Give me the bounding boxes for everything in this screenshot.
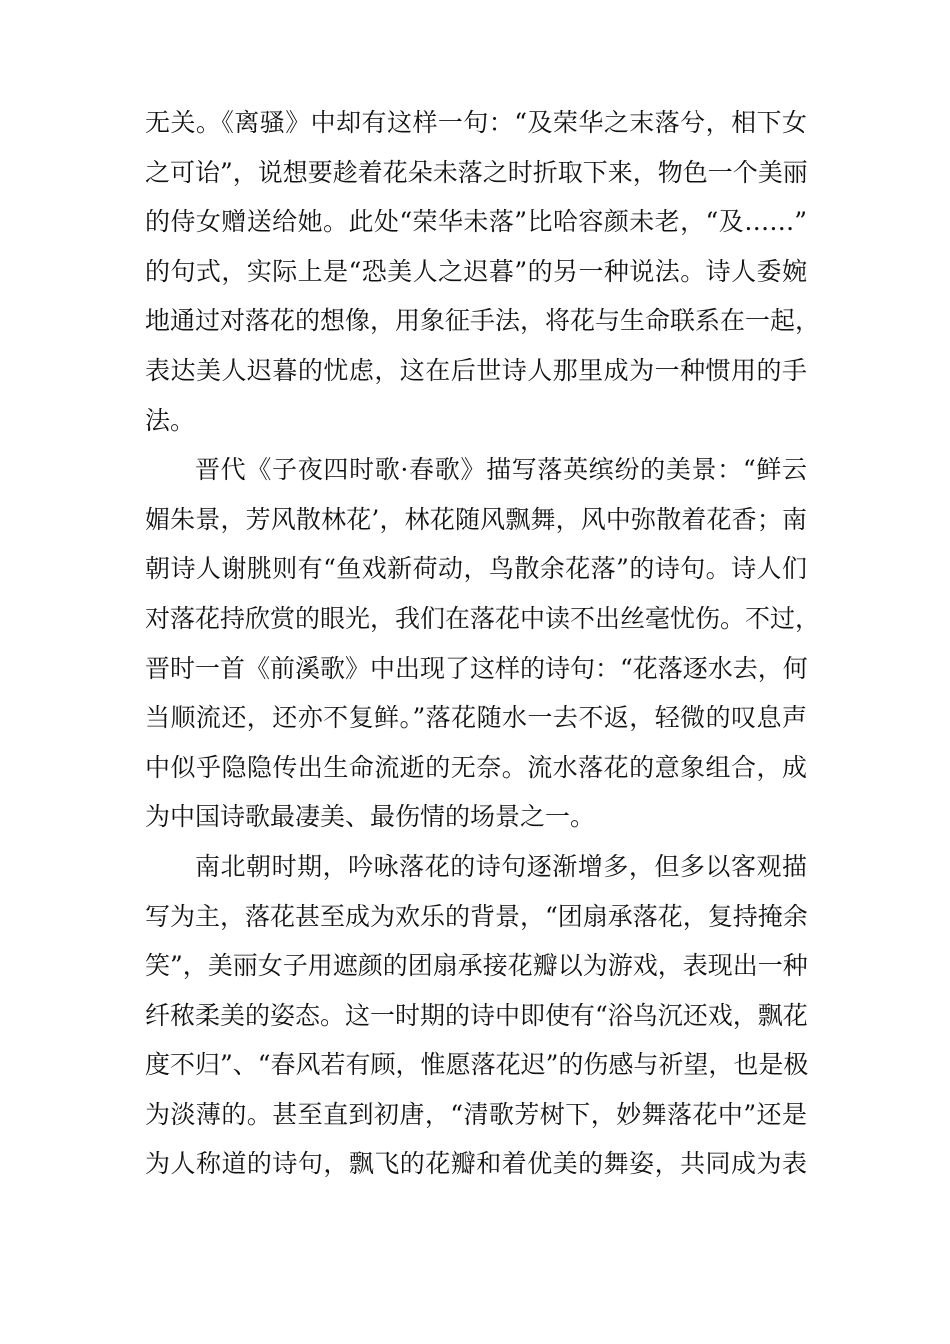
text-line: 之可诒”，说想要趁着花朵未落之时折取下来，物色一个美丽 bbox=[145, 157, 808, 187]
text-line: 对落花持欣赏的眼光，我们在落花中读不出丝毫忧伤。不过， bbox=[145, 603, 821, 633]
paragraph-2 bbox=[145, 445, 821, 842]
text-line: 为人称道的诗句，飘飞的花瓣和着优美的舞姿，共同成为表 bbox=[145, 1149, 807, 1179]
text-line: 无关。《离骚》中却有这样一句：“及荣华之末落兮，相下女 bbox=[145, 108, 807, 137]
text-line: 为淡薄的。甚至直到初唐，“清歌芳树下，妙舞落花中”还是 bbox=[145, 1099, 807, 1129]
paragraph-1 bbox=[145, 98, 821, 445]
text-line: 笑”，美丽女子用遮颜的团扇承接花瓣以为游戏，表现出一种 bbox=[145, 951, 808, 981]
text-line: 表达美人迟暮的忧虑，这在后世诗人那里成为一种惯用的手 bbox=[145, 355, 807, 385]
text-line: 当顺流还，还亦不复鲜。”落花随水一去不返，轻微的叹息声 bbox=[145, 703, 807, 733]
text-line: 法。 bbox=[145, 405, 196, 435]
text-line: 写为主，落花甚至成为欢乐的背景，“团扇承落花，复持掩余 bbox=[145, 901, 808, 931]
text-line: 度不归”、“春风若有顾，惟愿落花迟”的伤感与祈望，也是极 bbox=[145, 1050, 809, 1080]
text-line: 晋时一首《前溪歌》中出现了这样的诗句：“花落逐水去，何 bbox=[145, 653, 808, 683]
text-line: 为中国诗歌最凄美、最伤情的场景之一。 bbox=[145, 802, 596, 832]
text-line: 地通过对落花的想像，用象征手法，将花与生命联系在一起， bbox=[145, 306, 821, 336]
text-line: 朝诗人谢朓则有“鱼戏新荷动，鸟散余花落”的诗句。诗人们 bbox=[145, 554, 807, 584]
text-line: 晋代《子夜四时歌·春歌》描写落英缤纷的美景：“鲜云 bbox=[195, 455, 807, 485]
text-line: 的侍女赠送给她。此处“荣华未落”比哈容颜未老，“及……” bbox=[145, 207, 807, 237]
text-line: 媚朱景，芳风散林花’，林花随风飘舞，风中弥散着花香；南 bbox=[145, 504, 807, 534]
document-page bbox=[145, 98, 821, 1189]
text-line: 纤秾柔美的姿态。这一时期的诗中即使有“浴鸟沉还戏，飘花 bbox=[145, 1000, 808, 1030]
text-line: 的句式，实际上是“恐美人之迟暮”的另一种说法。诗人委婉 bbox=[145, 256, 807, 286]
paragraph-3 bbox=[145, 842, 807, 1189]
text-line: 中似乎隐隐传出生命流逝的无奈。流水落花的意象组合，成 bbox=[145, 752, 807, 782]
text-line: 南北朝时期，吟咏落花的诗句逐渐增多，但多以客观描 bbox=[195, 851, 807, 881]
